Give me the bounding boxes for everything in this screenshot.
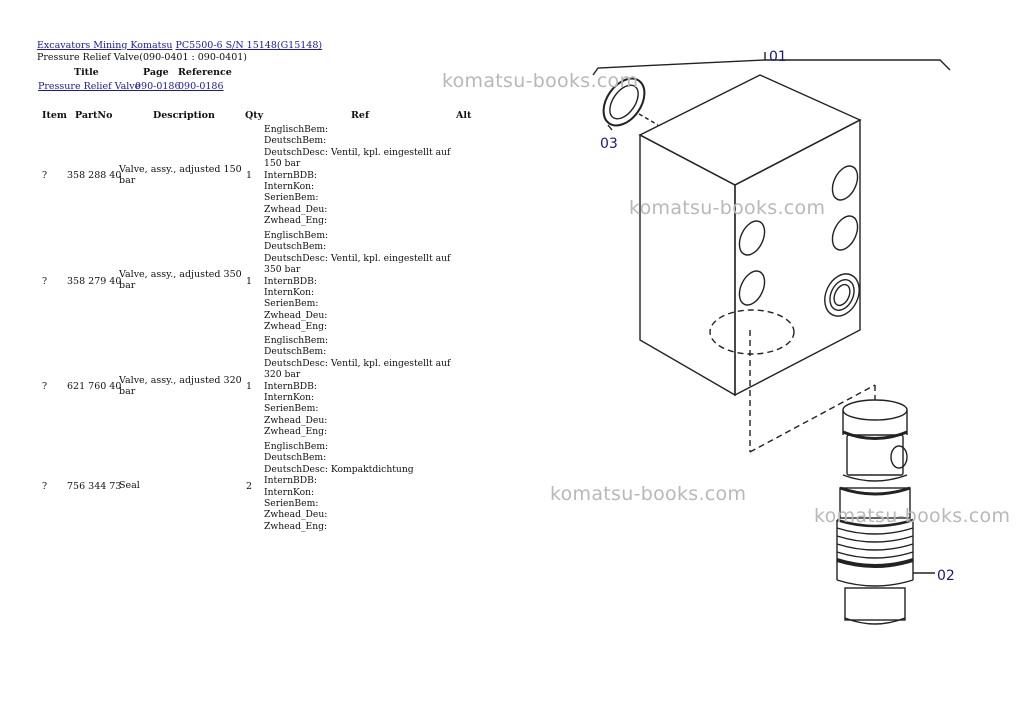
breadcrumb xyxy=(37,40,322,51)
ref-line: DeutschBem: xyxy=(264,135,327,147)
valve-block-front xyxy=(640,135,735,395)
watermark: komatsu-books.com xyxy=(442,70,639,92)
valve-block-top xyxy=(640,75,860,185)
ref-line: Zwhead_Eng: xyxy=(264,426,328,438)
ref-line: Zwhead_Deu: xyxy=(264,414,328,426)
row-description: Valve, assy., adjusted 150 bar xyxy=(119,164,242,186)
ref-line: Zwhead_Deu: xyxy=(264,203,328,215)
ref-line: DeutschBem: xyxy=(264,346,327,358)
row-description: Valve, assy., adjusted 350 bar xyxy=(119,269,242,291)
index-link-title[interactable]: Pressure Relief Valve xyxy=(38,81,141,92)
ref-line: DeutschDesc: Ventil, kpl. eingestellt auf xyxy=(264,146,451,158)
row-ref xyxy=(264,441,454,532)
callout-03: 03 xyxy=(600,136,618,152)
index-link-reference[interactable]: 090-0186 xyxy=(178,81,224,92)
ref-line: InternBDB: xyxy=(264,275,317,287)
row-partno: 358 279 40 xyxy=(67,276,122,287)
ref-line: SerienBem: xyxy=(264,298,319,310)
col-header-qty: Qty xyxy=(245,110,264,121)
ref-line: EnglischBem: xyxy=(264,124,329,135)
ref-line: DeutschBem: xyxy=(264,241,327,253)
row-partno: 358 288 40 xyxy=(67,170,122,181)
col-header-ref: Ref xyxy=(351,110,370,121)
row-qty: 2 xyxy=(246,481,253,492)
row-description: Seal xyxy=(119,480,140,491)
ref-line: InternKon: xyxy=(264,287,315,299)
ref-line: 320 bar xyxy=(264,369,301,381)
callout-01: 01 xyxy=(769,49,787,65)
ref-line: EnglischBem: xyxy=(264,335,329,346)
ref-line: Zwhead_Deu: xyxy=(264,509,328,521)
threaded-port xyxy=(818,268,866,321)
row-item: ? xyxy=(42,481,48,492)
ref-line: EnglischBem: xyxy=(264,441,329,452)
row-item: ? xyxy=(42,381,48,392)
row-ref xyxy=(264,124,454,227)
index-link-page[interactable]: 090-0186 xyxy=(135,81,181,92)
row-qty: 1 xyxy=(246,276,253,287)
ref-line: Zwhead_Eng: xyxy=(264,321,328,333)
ref-line: InternBDB: xyxy=(264,169,317,181)
ref-line: InternBDB: xyxy=(264,475,317,487)
index-header-page: Page xyxy=(143,67,169,78)
index-header-title: Title xyxy=(74,67,99,78)
ref-line: DeutschDesc: Ventil, kpl. eingestellt auf xyxy=(264,357,451,369)
ref-line: InternBDB: xyxy=(264,380,317,392)
ref-line: SerienBem: xyxy=(264,498,319,510)
row-ref xyxy=(264,230,454,333)
page-subtitle: Pressure Relief Valve(090-0401 : 090-0401) xyxy=(37,52,247,63)
ref-line: SerienBem: xyxy=(264,192,319,204)
ref-line: Zwhead_Eng: xyxy=(264,215,328,227)
row-partno: 621 760 40 xyxy=(67,381,122,392)
col-header-description: Description xyxy=(153,110,215,121)
ref-line: InternKon: xyxy=(264,392,315,404)
col-header-item: Item xyxy=(42,110,67,121)
ref-line: DeutschBem: xyxy=(264,452,327,464)
col-header-partno: PartNo xyxy=(75,110,113,121)
row-partno: 756 344 73 xyxy=(67,481,122,492)
ref-line: Zwhead_Deu: xyxy=(264,309,328,321)
ref-line: 350 bar xyxy=(264,264,301,276)
valve-block-side xyxy=(735,120,860,395)
col-header-alt: Alt xyxy=(456,110,472,121)
row-qty: 1 xyxy=(246,381,253,392)
ref-line: DeutschDesc: Kompaktdichtung xyxy=(264,463,414,475)
ref-line: 150 bar xyxy=(264,158,301,170)
parts-diagram xyxy=(540,40,1010,640)
ref-line: Zwhead_Eng: xyxy=(264,520,328,532)
row-ref xyxy=(264,335,454,438)
row-description: Valve, assy., adjusted 320 bar xyxy=(119,375,242,397)
row-item: ? xyxy=(42,276,48,287)
ref-line: EnglischBem: xyxy=(264,230,329,241)
watermark: komatsu-books.com xyxy=(814,505,1011,527)
watermark: komatsu-books.com xyxy=(629,197,826,219)
breadcrumb-link-model[interactable]: PC5500-6 S/N 15148(G15148) xyxy=(175,40,323,51)
watermark: komatsu-books.com xyxy=(550,483,747,505)
breadcrumb-link-catalog[interactable]: Excavators Mining Komatsu xyxy=(37,40,173,51)
ref-line: InternKon: xyxy=(264,181,315,193)
ref-line: SerienBem: xyxy=(264,403,319,415)
row-qty: 1 xyxy=(246,170,253,181)
index-header-reference: Reference xyxy=(178,67,232,78)
row-item: ? xyxy=(42,170,48,181)
ref-line: DeutschDesc: Ventil, kpl. eingestellt auf xyxy=(264,252,451,264)
ref-line: InternKon: xyxy=(264,486,315,498)
callout-02: 02 xyxy=(937,568,955,584)
